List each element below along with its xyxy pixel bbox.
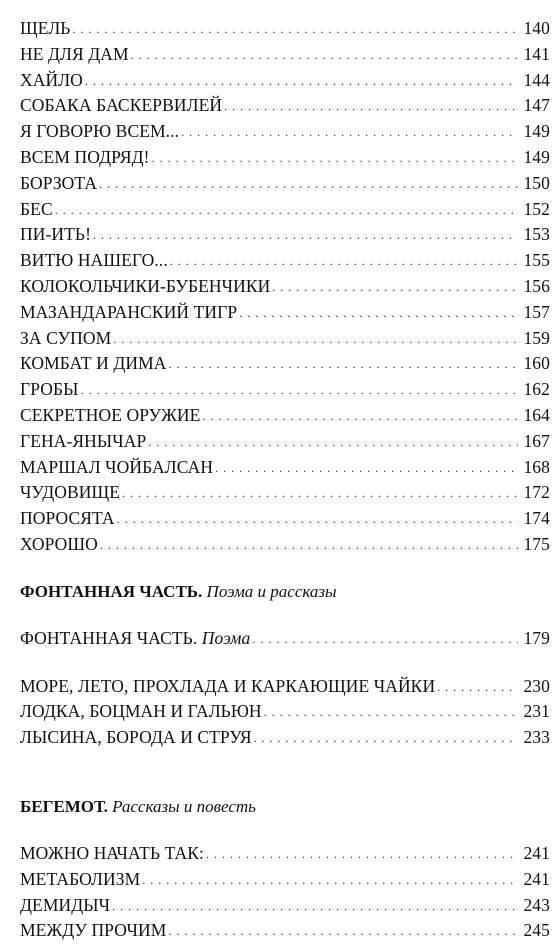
dot-leader	[81, 378, 518, 404]
toc-entry-poem	[20, 626, 550, 652]
toc-entry-title: БОРЗОТА	[20, 172, 98, 193]
toc-entry	[20, 248, 550, 274]
dot-leader	[142, 868, 518, 894]
dot-leader	[55, 198, 518, 224]
toc-entry-title: МЕТАБОЛИЗМ	[20, 868, 141, 889]
toc-entry-title: ФОНТАННАЯ ЧАСТЬ.	[20, 627, 198, 648]
toc-entry-title: ПИ-ИТЬ!	[20, 224, 92, 245]
dot-leader	[152, 146, 518, 172]
toc-entry-title: МОРЕ, ЛЕТО, ПРОХЛАДА И КАРКАЮЩИЕ ЧАЙКИ	[20, 675, 436, 696]
toc-entry	[20, 119, 550, 145]
toc-entry-page: 241	[523, 868, 550, 889]
toc-entry	[20, 93, 550, 119]
toc-entry-page: 230	[523, 675, 550, 696]
toc-entry-page: 140	[523, 18, 550, 38]
toc-entry-title: ЧУДОВИЩЕ	[20, 482, 121, 503]
toc-entry-page: 147	[523, 95, 550, 116]
toc-entry-title: БЕС	[20, 198, 53, 219]
toc-entry	[20, 145, 550, 171]
toc-entry-title: КОЛОКОЛЬЧИКИ-БУБЕНЧИКИ	[20, 275, 271, 296]
toc-entry	[20, 725, 550, 751]
toc-entry-title: ЗА СУПОМ	[20, 327, 112, 348]
dot-leader	[437, 675, 518, 701]
dot-leader	[169, 352, 518, 378]
toc-entry	[20, 429, 550, 455]
dot-leader	[100, 533, 518, 559]
toc-entry	[20, 274, 550, 300]
toc-entry-page: 174	[523, 508, 550, 529]
section-heading-begemot	[20, 795, 550, 819]
dot-leader	[168, 919, 518, 945]
toc-entry-page: 164	[523, 404, 550, 425]
section-title: ФОНТАННАЯ ЧАСТЬ.	[20, 581, 203, 601]
toc-entry-title: ЛОДКА, БОЦМАН И ГАЛЬЮН	[20, 701, 262, 722]
toc-entry	[20, 867, 550, 893]
toc-entry-page: 149	[523, 121, 550, 142]
dot-leader	[117, 507, 518, 533]
toc-entry-title: МЕЖДУ ПРОЧИМ	[20, 920, 167, 941]
toc-list-begemot	[20, 841, 550, 944]
toc-entry-title: НЕ ДЛЯ ДАМ	[20, 43, 129, 64]
toc-entry	[20, 674, 550, 700]
toc-entry-page: 149	[523, 146, 550, 167]
toc-entry	[20, 377, 550, 403]
dot-leader	[122, 481, 518, 507]
dot-leader	[264, 700, 518, 726]
section-subtitle: Поэма и рассказы	[206, 581, 337, 601]
toc-entry-page: 167	[523, 430, 550, 451]
section-heading-fontan	[20, 580, 550, 604]
dot-leader	[215, 456, 518, 482]
toc-entry-page: 162	[523, 379, 550, 400]
toc-entry-page: 175	[523, 533, 550, 554]
toc-entry-subtitle: Поэма	[201, 627, 251, 648]
toc-entry-page: 141	[523, 43, 550, 64]
toc-entry	[20, 455, 550, 481]
dot-leader	[148, 430, 518, 456]
toc-list-1	[20, 16, 550, 558]
toc-entry-page: 153	[523, 224, 550, 245]
toc-entry-page: 245	[523, 920, 550, 941]
toc-entry-title: ЩЕЛЬ	[20, 18, 71, 38]
toc-entry	[20, 480, 550, 506]
toc-list-stories	[20, 674, 550, 751]
toc-entry-page: 231	[523, 701, 550, 722]
toc-entry-title: ХОРОШО	[20, 533, 98, 554]
toc-entry-page: 179	[523, 627, 550, 648]
dot-leader	[112, 894, 518, 920]
toc-entry-page: 157	[523, 301, 550, 322]
toc-entry	[20, 197, 550, 223]
dot-leader	[202, 404, 518, 430]
toc-entry-title: ГРОБЫ	[20, 379, 79, 400]
toc-entry	[20, 893, 550, 919]
toc-entry-title: МАЗАНДАРАНСКИЙ ТИГР	[20, 301, 238, 322]
toc-entry-title: ГЕНА-ЯНЫЧАР	[20, 430, 147, 451]
toc-entry-page: 156	[523, 275, 550, 296]
toc-entry	[20, 171, 550, 197]
dot-leader	[170, 249, 518, 275]
toc-entry-title: СЕКРЕТНОЕ ОРУЖИЕ	[20, 404, 201, 425]
toc-entry	[20, 326, 550, 352]
section-title: БЕГЕМОТ.	[20, 796, 108, 816]
toc-entry-page: 152	[523, 198, 550, 219]
dot-leader	[239, 301, 518, 327]
toc-entry-page: 168	[523, 456, 550, 477]
toc-entry	[20, 699, 550, 725]
toc-entry-page: 144	[523, 69, 550, 90]
toc-entry-title: ПОРОСЯТА	[20, 508, 115, 529]
toc-entry-title: ХАЙЛО	[20, 69, 83, 90]
dot-leader	[99, 172, 518, 198]
toc-entry-page: 241	[523, 842, 550, 863]
toc-entry	[20, 841, 550, 867]
toc-entry	[20, 532, 550, 558]
dot-leader	[72, 17, 518, 43]
toc-entry-title: СОБАКА БАСКЕРВИЛЕЙ	[20, 95, 223, 116]
toc-entry-title: ДЕМИДЫЧ	[20, 894, 111, 915]
toc-entry	[20, 16, 550, 42]
toc-entry-title: ЛЫСИНА, БОРОДА И СТРУЯ	[20, 727, 252, 748]
toc-entry	[20, 222, 550, 248]
toc-entry-title: Я ГОВОРЮ ВСЕМ...	[20, 121, 180, 142]
dot-leader	[272, 275, 518, 301]
dot-leader	[93, 223, 518, 249]
dot-leader	[224, 94, 518, 120]
toc-entry-page: 150	[523, 172, 550, 193]
dot-leader	[113, 327, 518, 353]
toc-entry-title: ВСЕМ ПОДРЯД!	[20, 146, 150, 167]
toc-entry	[20, 42, 550, 68]
toc-entry	[20, 506, 550, 532]
toc-entry-page: 233	[523, 727, 550, 748]
toc-entry-title: МОЖНО НАЧАТЬ ТАК:	[20, 842, 204, 863]
dot-leader	[181, 120, 518, 146]
section-subtitle: Рассказы и повесть	[112, 796, 256, 816]
toc-entry	[20, 300, 550, 326]
toc-entry	[20, 68, 550, 94]
toc-entry-title: МАРШАЛ ЧОЙБАЛСАН	[20, 456, 214, 477]
dot-leader	[206, 842, 518, 868]
toc-entry-page: 172	[523, 482, 550, 503]
toc-entry	[20, 403, 550, 429]
toc-entry-page: 243	[523, 894, 550, 915]
toc-entry-title: ВИТЮ НАШЕГО...	[20, 250, 168, 271]
toc-entry-page: 160	[523, 353, 550, 374]
toc-entry-title: КОМБАТ И ДИМА	[20, 353, 167, 374]
dot-leader	[252, 627, 518, 653]
dot-leader	[131, 43, 518, 69]
toc-entry	[20, 351, 550, 377]
dot-leader	[85, 69, 518, 95]
toc-entry-page: 159	[523, 327, 550, 348]
toc-entry-page: 155	[523, 250, 550, 271]
dot-leader	[254, 726, 518, 752]
toc-entry	[20, 918, 550, 944]
